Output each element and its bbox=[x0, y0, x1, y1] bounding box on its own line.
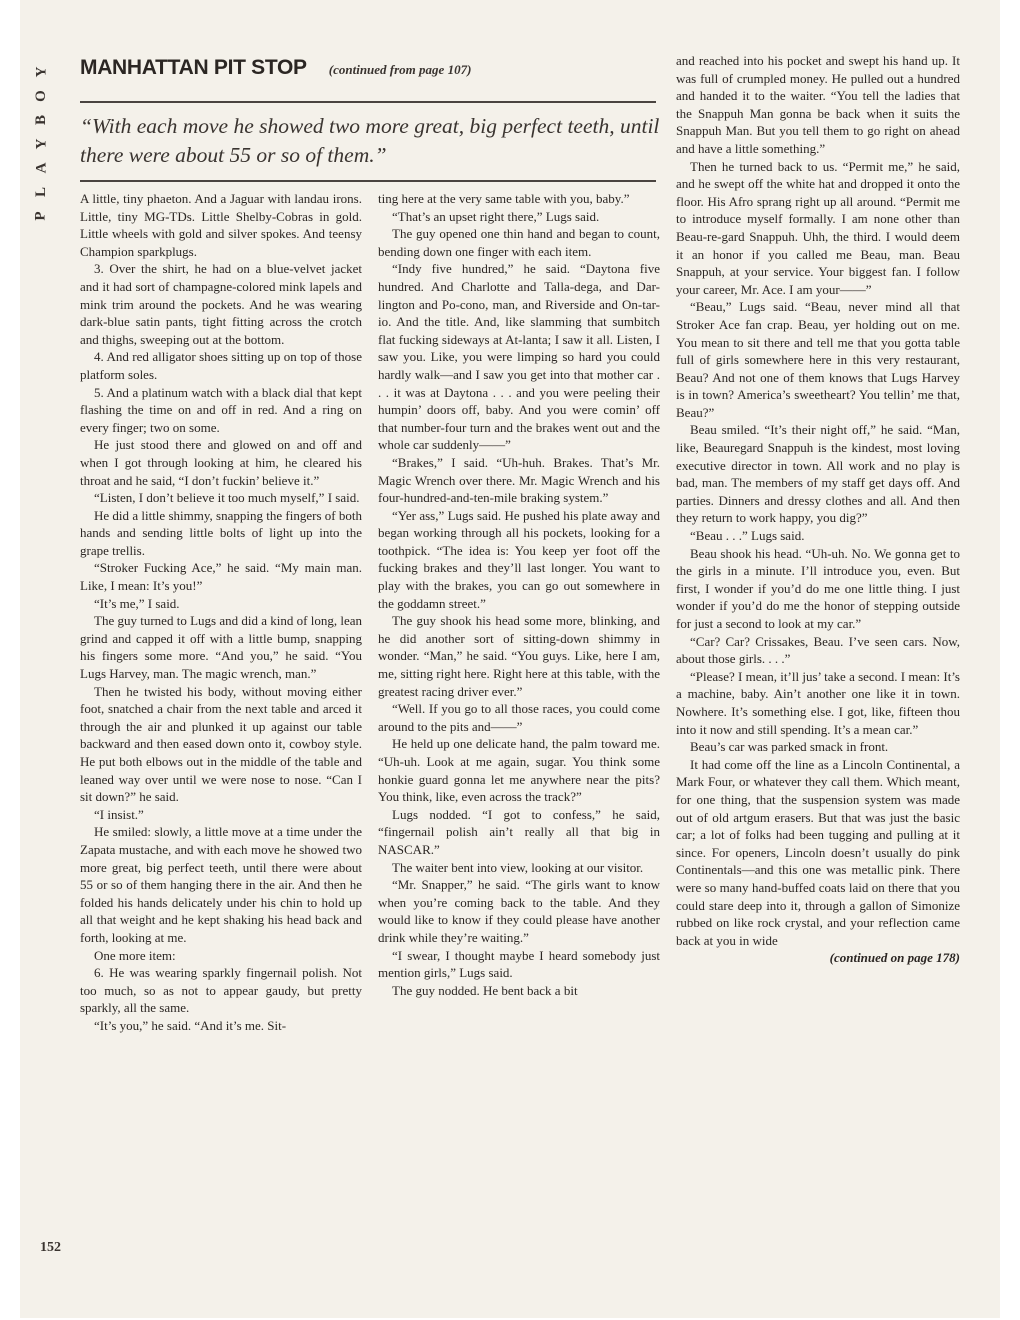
paragraph: A little, tiny phaeton. And a Jaguar with landau irons. Little, tiny MG-TDs. Little Shelby-Cobras in gold. Little wheels with gold and silver spokes. And teensy Champion sparkplugs. bbox=[80, 191, 362, 259]
continued-on-note: (continued on page 178) bbox=[829, 950, 960, 966]
pull-quote: “With each move he showed two more great, big perfect teeth, until there were about 55 or so of them.” bbox=[80, 114, 660, 167]
paragraph: “I swear, I thought maybe I heard somebody just mention girls,” Lugs said. bbox=[378, 947, 660, 981]
paragraph: “Stroker Fucking Ace,” he said. “My main man. Like, I mean: It’s you!” bbox=[80, 560, 362, 594]
paragraph: 4. And red alligator shoes sitting up on top of those platform soles. bbox=[80, 349, 362, 382]
paragraph: ting here at the very same table with you, baby.” bbox=[378, 191, 630, 206]
text-column-2 bbox=[378, 190, 660, 999]
paragraph: The guy opened one thin hand and began to count, bending down one finger with each item. bbox=[378, 226, 660, 259]
paragraph: Then he twisted his body, without moving either foot, snatched a chair from the next table and arced it through the air and plunked it up against our table backward and then eased down onto it, cowboy style. He put both elbows out in the middle of the table and leaned way over until we were nose to nose. “Can I sit down?” he said. bbox=[80, 683, 362, 805]
paragraph: He smiled: slowly, a little move at a time under the Zapata mustache, and with each move he showed two more great, big perfect teeth, until there were about 55 or so of them hanging there in the air. And then he folded his hands delicately under his chin to hold up all that weight and he kept shaking his head back and forth, looking at me. bbox=[80, 824, 362, 945]
article-title: MANHATTAN PIT STOP bbox=[80, 56, 307, 79]
paragraph: “Beau . . .” Lugs said. bbox=[690, 528, 805, 544]
paragraph: “Beau,” Lugs said. “Beau, never mind all that Stroker Ace fan crap. Beau, yer holding out on me. You mean to sit there and tell me that you gotta table full of girls somewhere here in this very restaurant, Beau? And not one of them knows that Lugs Harvey is in town? America’s sweetheart? You tellin’ me that, Beau?” bbox=[676, 299, 960, 420]
magazine-letter: A bbox=[33, 162, 49, 174]
paragraph: He did a little shimmy, snapping the fingers of both hands and sending little bolts of light up into the grape trellis. bbox=[80, 507, 362, 558]
page-number: 152 bbox=[40, 1240, 61, 1255]
magazine-letter: L bbox=[32, 186, 49, 198]
paragraph: He held up one delicate hand, the palm toward me. “Uh-uh. Look at me again, sugar. You think some honkie guard gonna let me anywhere near the pits? You think, like, even across the track?” bbox=[378, 736, 660, 805]
paragraph: “Car? Car? Crissakes, Beau. I’ve seen cars. Now, about those girls. . . .” bbox=[676, 633, 960, 667]
paragraph: “Well. If you go to all those races, you could come around to the pits and——” bbox=[378, 701, 660, 734]
magazine-letter: O bbox=[32, 90, 49, 102]
paragraph: One more item: bbox=[94, 947, 176, 963]
text-column-1 bbox=[80, 190, 362, 1035]
paragraph: “It’s me,” I said. bbox=[94, 595, 180, 611]
paragraph: and reached into his pocket and swept his hand up. It was full of crumpled money. He pulled out a hundred and handed it to the waiter. “You tell the ladies that the Snappuh Man gonna be back when it suits the Snappuh Man. But you tell them to go right on ahead and have a little something.” bbox=[676, 53, 960, 156]
paragraph: Then he turned back to us. “Permit me,” he said, and he swept off the white hat and dropped it onto the floor. His Afro sprang right up all around. “Permit me to introduce myself formally. I am none other than Beau-re-gard Snappuh. Uhh, the third. I would deem it an honor if you called me Beau, man. Beau Snappuh, at your service. Your biggest fan. I follow your career, Mr. Ace. I am your——” bbox=[676, 158, 960, 297]
paragraph: “Yer ass,” Lugs said. He pushed his plate away and began working through all his pockets, looking for a toothpick. “The idea is: You keep yer foot off the fucking brakes and they’ll last longer. You want to play with the brakes, you can go out somewhere in the goddamn street.” bbox=[378, 507, 660, 611]
magazine-letter: B bbox=[32, 114, 49, 126]
pullquote-rule bbox=[80, 180, 656, 182]
paragraph: “It’s you,” he said. “And it’s me. Sit- bbox=[94, 1017, 287, 1033]
paragraph: “Brakes,” I said. “Uh-huh. Brakes. That’s Mr. Magic Wrench over there. Mr. Magic Wrench and his four-hundred-and-ten-mile braking system.” bbox=[378, 454, 660, 506]
paragraph: 3. Over the shirt, he had on a blue-velvet jacket and it had sort of champagne-colored mink lapels and mink trim around the pockets. And he was wearing dark-blue satin pants, tight fitting across the crotch and thighs, sweeping out at the bottom. bbox=[80, 261, 362, 347]
paragraph: 6. He was wearing sparkly fingernail polish. Not too much, so as not to appear gaudy, but pretty sparkly, all the same. bbox=[80, 965, 362, 1016]
paragraph: The waiter bent into view, looking at our visitor. bbox=[392, 859, 644, 875]
paragraph: 5. And a platinum watch with a black dial that kept flashing the time on and off in red. And a ring on every finger; two on some. bbox=[80, 384, 362, 435]
paragraph: Lugs nodded. “I got to confess,” he said, “fingernail polish ain’t really all that big in NASCAR.” bbox=[378, 806, 660, 857]
paragraph: “Please? I mean, it’ll jus’ take a second. I mean: It’s a machine, baby. Ain’t another one like it in town. Nowhere. It’s something else. I got, like, fifteen thou into it now and still spending. It’s a mean car.” bbox=[676, 668, 960, 737]
magazine-letter: Y bbox=[33, 66, 49, 78]
paragraph: “I insist.” bbox=[94, 806, 144, 822]
header-rule bbox=[80, 101, 656, 103]
magazine-name-vertical bbox=[30, 60, 52, 228]
paragraph: “Mr. Snapper,” he said. “The girls want to know when you’re coming back to the table. And they would like to know if they could please have another drink while they’re waiting.” bbox=[378, 877, 660, 945]
paragraph: Beau’s car was parked smack in front. bbox=[690, 739, 889, 755]
paragraph: It had come off the line as a Lincoln Continental, a Mark Four, or whatever they call them. Which meant, for one thing, that the suspension system was made out of old artgum erasers. But that was just the basic car; a lot of folks had been tugging and pulling at it since. For openers, Lincoln doesn’t usually do pink Continentals—and this one was metallic pink. There were so many hand-buffed coats laid on there that you could stare deep into it, through a gallon of Simonize rubbed on like rock crystal, and your reflection came back at you in wide bbox=[676, 756, 960, 948]
text-column-3 bbox=[676, 52, 960, 967]
paragraph: “Indy five hundred,” he said. “Daytona five hundred. And Charlotte and Talla-dega, and Dar-lington and Po-cono, man, and Riverside and On-tar-io. And the title. And, like slamming that sumbitch flat fucking sideways at At-lanta; I saw it all. Listen, I saw you. Like, you were limping so hard you could hardly walk—and I saw you get into that mother car . . . it was at Daytona . . . and you were peeling their humpin’ doors off, baby. And you were comin’ off that number-four turn and the brakes went out and the whole car suddenly——” bbox=[378, 261, 660, 453]
magazine-letter: P bbox=[32, 211, 49, 221]
paragraph: The guy turned to Lugs and did a kind of long, lean grind and capped it off with a little bump, snapping his fingers some more. “And you,” he said. “You Lugs Harvey, man. The magic wrench, man.” bbox=[80, 613, 362, 682]
paragraph: The guy shook his head some more, blinking, and he did another sort of sitting-down shimmy in wonder. “Man,” he said. “You guys. Like, here I am, me, sitting right here. Right here at this table, with the greatest racing driver ever.” bbox=[378, 613, 660, 699]
paragraph: “Listen, I don’t believe it too much myself,” I said. bbox=[94, 490, 360, 506]
paragraph: Beau smiled. “It’s their night off,” he said. “Man, like, Beauregard Snappuh is the kindest, most loving executive director in town. All work and no play is bad, man. The members of my staff get days off. And parties. Dinners and dressy clothes and all. And then they return to work happy, you dig?” bbox=[676, 422, 960, 526]
article-header bbox=[80, 56, 660, 80]
paragraph: Beau shook his head. “Uh-uh. No. We gonna get to the girls in a minute. I’ll introduce you, even. But first, I wonder if you’d do me one little thing. I just wonder if you’d do me the honor of stepping outside for just a second to look at my car.” bbox=[676, 545, 960, 631]
magazine-letter: Y bbox=[33, 138, 49, 150]
paragraph: The guy nodded. He bent back a bit bbox=[392, 982, 578, 998]
continued-from-note: (continued from page 107) bbox=[328, 62, 472, 77]
paragraph: He just stood there and glowed on and off and when I got through looking at him, he cleared his throat and he said, “I don’t fuckin’ believe it.” bbox=[80, 437, 362, 488]
paragraph: “That’s an upset right there,” Lugs said. bbox=[392, 208, 600, 224]
